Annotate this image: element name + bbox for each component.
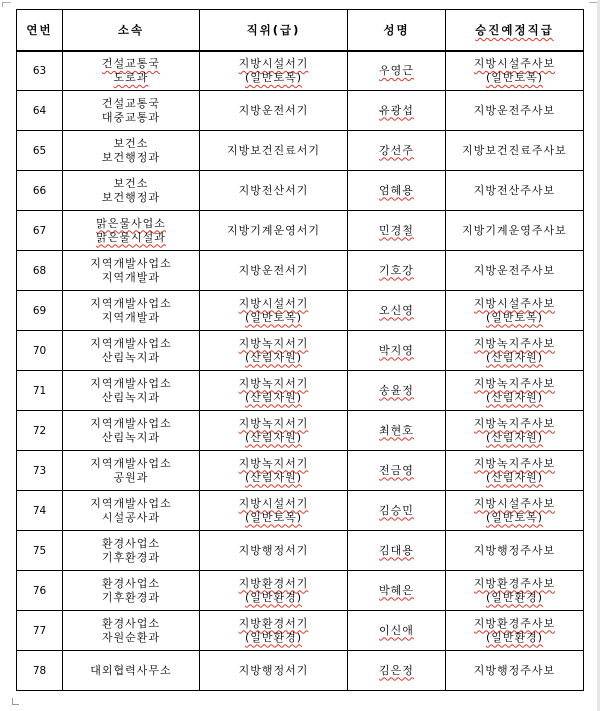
row-number	[17, 531, 63, 571]
department-cell-line: 대중교통과	[101, 110, 161, 124]
position-cell	[200, 371, 348, 411]
position-cell	[200, 211, 348, 251]
position-cell-line: 지방녹지서기	[238, 416, 309, 430]
row-number	[17, 571, 63, 611]
row-number	[17, 411, 63, 451]
promotion-grade-cell-line: (일반토목)	[485, 510, 544, 524]
row-number	[17, 171, 63, 211]
row-number	[17, 251, 63, 291]
position-cell-line: (산림자원)	[244, 350, 303, 364]
department-cell-line: 맑은물사업소	[96, 216, 166, 230]
department-cell-line: 지역개발사업소	[90, 296, 172, 310]
position-cell-line: (산림자원)	[244, 470, 303, 484]
name-cell-text: 강선주	[379, 143, 414, 157]
name-cell-text: 최현호	[379, 423, 414, 437]
promotion-grade-cell	[446, 51, 584, 91]
position-cell-line: 지방보건진료서기	[226, 143, 320, 157]
promotion-grade-cell	[446, 531, 584, 571]
promotion-grade-cell-line: 지방기계운영주사보	[462, 223, 567, 237]
name-cell-text: 송윤정	[379, 383, 414, 397]
promotion-grade-cell-line: (일반토목)	[485, 310, 544, 324]
name-cell	[348, 331, 446, 371]
table-row	[17, 411, 584, 451]
department-cell	[63, 251, 200, 291]
name-cell	[348, 131, 446, 171]
department-cell-line: 보건행정과	[101, 150, 161, 164]
header-number: 연번	[17, 10, 63, 51]
table-row	[17, 611, 584, 651]
row-number-text: 73	[32, 464, 47, 477]
name-cell	[348, 51, 446, 91]
table-row	[17, 491, 584, 531]
position-cell-line: (산림자원)	[244, 390, 303, 404]
position-cell	[200, 651, 348, 691]
row-number-text: 67	[32, 224, 47, 237]
department-cell	[63, 291, 200, 331]
table-row	[17, 51, 584, 91]
row-number	[17, 331, 63, 371]
position-cell	[200, 91, 348, 131]
department-cell	[63, 371, 200, 411]
name-cell	[348, 451, 446, 491]
row-number	[17, 371, 63, 411]
table-header-row	[17, 10, 584, 51]
department-cell	[63, 611, 200, 651]
promotion-grade-cell-line: 지방녹지주사보	[473, 336, 556, 350]
department-cell-line: 도로과	[113, 70, 149, 84]
department-cell-line: 환경사업소	[101, 536, 161, 550]
promotion-grade-cell-line: (일반토목)	[485, 70, 544, 84]
position-cell-line: 지방녹지서기	[238, 376, 309, 390]
department-cell	[63, 51, 200, 91]
promotion-grade-cell-line: 지방행정주사보	[473, 543, 556, 557]
department-cell-line: 기후환경과	[101, 550, 161, 564]
promotion-grade-cell-line: 지방시설주사보	[473, 496, 556, 510]
promotion-grade-cell-line: (일반환경)	[485, 630, 544, 644]
promotion-grade-cell-line: (산림자원)	[485, 470, 544, 484]
department-cell-line: 맑은물시설과	[96, 230, 166, 244]
row-number	[17, 211, 63, 251]
table-row	[17, 211, 584, 251]
row-number-text: 66	[32, 184, 47, 197]
department-cell	[63, 411, 200, 451]
department-cell	[63, 571, 200, 611]
name-cell	[348, 251, 446, 291]
row-number	[17, 291, 63, 331]
position-cell-line: 지방시설서기	[238, 296, 309, 310]
row-number-text: 78	[32, 664, 47, 677]
name-cell	[348, 611, 446, 651]
header-promotion-grade-text: 승진예정직급	[475, 22, 554, 37]
row-number-text: 69	[32, 304, 47, 317]
promotion-roster-table	[16, 9, 584, 691]
position-cell	[200, 251, 348, 291]
row-number-text: 64	[32, 104, 47, 117]
table-row	[17, 171, 584, 211]
position-cell	[200, 51, 348, 91]
position-cell-line: (산림자원)	[244, 430, 303, 444]
table-row	[17, 451, 584, 491]
table-row	[17, 131, 584, 171]
position-cell-line: 지방운전서기	[238, 263, 309, 277]
table-row	[17, 251, 584, 291]
page-margin-mark	[12, 698, 19, 705]
table-row	[17, 91, 584, 131]
name-cell-text: 김승민	[379, 503, 414, 517]
header-promotion-grade	[446, 10, 584, 51]
position-cell-line: 지방시설서기	[238, 496, 309, 510]
promotion-grade-cell	[446, 651, 584, 691]
department-cell-line: 보건소	[113, 136, 149, 150]
department-cell-line: 환경사업소	[101, 616, 161, 630]
promotion-grade-cell	[446, 371, 584, 411]
department-cell-line: 산림녹지과	[101, 390, 161, 404]
name-cell-text: 김대용	[379, 543, 414, 557]
position-cell	[200, 131, 348, 171]
promotion-grade-cell	[446, 171, 584, 211]
position-cell-line: (일반환경)	[244, 590, 303, 604]
promotion-grade-cell-line: 지방환경주사보	[473, 616, 556, 630]
promotion-grade-cell	[446, 331, 584, 371]
department-cell-line: 지역개발사업소	[90, 336, 172, 350]
position-cell	[200, 291, 348, 331]
name-cell-text: 박혜은	[379, 583, 414, 597]
department-cell	[63, 531, 200, 571]
department-cell-line: 산림녹지과	[101, 350, 161, 364]
name-cell-text: 우영근	[379, 63, 414, 77]
name-cell	[348, 651, 446, 691]
row-number-text: 76	[32, 584, 47, 597]
department-cell-line: 기후환경과	[101, 590, 161, 604]
position-cell	[200, 571, 348, 611]
promotion-grade-cell-line: 지방녹지주사보	[473, 456, 556, 470]
promotion-grade-cell-line: 지방운전주사보	[473, 263, 556, 277]
promotion-grade-cell-line: (산림자원)	[485, 350, 544, 364]
position-cell-line: 지방환경서기	[238, 616, 309, 630]
promotion-grade-cell	[446, 451, 584, 491]
promotion-grade-cell-line: 지방시설주사보	[473, 296, 556, 310]
promotion-grade-cell	[446, 251, 584, 291]
name-cell-text: 이신애	[379, 623, 414, 637]
position-cell-line: 지방시설서기	[238, 56, 309, 70]
promotion-grade-cell-line: 지방운전주사보	[473, 103, 556, 117]
department-cell-line: 지역개발사업소	[90, 256, 172, 270]
name-cell	[348, 91, 446, 131]
row-number-text: 70	[32, 344, 47, 357]
position-cell-line: 지방행정서기	[238, 663, 309, 677]
department-cell	[63, 171, 200, 211]
promotion-grade-cell	[446, 611, 584, 651]
name-cell-text: 오신영	[379, 303, 414, 317]
name-cell	[348, 571, 446, 611]
row-number	[17, 451, 63, 491]
promotion-grade-cell-line: (산림자원)	[485, 430, 544, 444]
promotion-grade-cell-line: 지방환경주사보	[473, 576, 556, 590]
position-cell-line: 지방운전서기	[238, 103, 309, 117]
page-corner-mark-left	[2, 2, 11, 7]
table-body	[17, 51, 584, 691]
department-cell-line: 자원순환과	[101, 630, 161, 644]
department-cell-line: 건설교통국	[101, 56, 161, 70]
promotion-grade-cell-line: 지방행정주사보	[473, 663, 556, 677]
position-cell-line: 지방녹지서기	[238, 456, 309, 470]
row-number-text: 74	[32, 504, 47, 517]
name-cell-text: 엄혜용	[379, 183, 414, 197]
promotion-grade-cell	[446, 411, 584, 451]
promotion-grade-cell	[446, 211, 584, 251]
name-cell-text: 민경철	[379, 223, 414, 237]
page-top-edge	[0, 0, 600, 6]
department-cell-line: 보건소	[113, 176, 149, 190]
name-cell	[348, 411, 446, 451]
name-cell-text: 김은정	[379, 663, 414, 677]
promotion-grade-cell	[446, 291, 584, 331]
department-cell	[63, 131, 200, 171]
position-cell	[200, 171, 348, 211]
promotion-grade-cell	[446, 91, 584, 131]
row-number-text: 63	[32, 64, 47, 77]
position-cell-line: 지방녹지서기	[238, 336, 309, 350]
row-number	[17, 51, 63, 91]
department-cell-line: 지역개발과	[101, 270, 161, 284]
row-number	[17, 491, 63, 531]
row-number-text: 72	[32, 424, 47, 437]
header-name: 성명	[348, 10, 446, 51]
department-cell-line: 지역개발사업소	[90, 456, 172, 470]
row-number	[17, 131, 63, 171]
promotion-grade-cell	[446, 131, 584, 171]
name-cell-text: 유광섭	[379, 103, 414, 117]
position-cell-line: (일반토목)	[244, 70, 303, 84]
promotion-grade-cell-line: 지방보건진료주사보	[462, 143, 567, 157]
name-cell-text: 박지영	[379, 343, 414, 357]
name-cell	[348, 371, 446, 411]
department-cell-line: 지역개발사업소	[90, 416, 172, 430]
promotion-grade-cell-line: (산림자원)	[485, 390, 544, 404]
position-cell-line: 지방전산서기	[238, 183, 309, 197]
table-row	[17, 571, 584, 611]
row-number-text: 77	[32, 624, 47, 637]
promotion-grade-cell	[446, 491, 584, 531]
department-cell	[63, 211, 200, 251]
department-cell-line: 지역개발사업소	[90, 376, 172, 390]
department-cell	[63, 651, 200, 691]
promotion-grade-cell-line: 지방전산주사보	[473, 183, 556, 197]
position-cell-line: 지방기계운영서기	[226, 223, 320, 237]
position-cell	[200, 451, 348, 491]
promotion-grade-cell-line: 지방녹지주사보	[473, 376, 556, 390]
department-cell-line: 지역개발사업소	[90, 496, 172, 510]
name-cell	[348, 531, 446, 571]
department-cell	[63, 91, 200, 131]
position-cell	[200, 531, 348, 571]
department-cell-line: 지역개발과	[101, 310, 161, 324]
row-number-text: 65	[32, 144, 47, 157]
position-cell-line: 지방환경서기	[238, 576, 309, 590]
name-cell	[348, 171, 446, 211]
department-cell-line: 시설공사과	[101, 510, 161, 524]
promotion-grade-cell-line: (일반환경)	[485, 590, 544, 604]
position-cell-line: (일반환경)	[244, 630, 303, 644]
table-row	[17, 651, 584, 691]
row-number-text: 71	[32, 384, 47, 397]
header-department: 소속	[63, 10, 200, 51]
name-cell	[348, 491, 446, 531]
table-row	[17, 371, 584, 411]
department-cell-line: 건설교통국	[101, 96, 161, 110]
row-number-text: 75	[32, 544, 47, 557]
department-cell-line: 공원과	[113, 470, 149, 484]
row-number-text: 68	[32, 264, 47, 277]
row-number	[17, 611, 63, 651]
promotion-grade-cell-line: 지방녹지주사보	[473, 416, 556, 430]
department-cell	[63, 451, 200, 491]
position-cell	[200, 611, 348, 651]
position-cell	[200, 331, 348, 371]
promotion-grade-cell-line: 지방시설주사보	[473, 56, 556, 70]
department-cell-line: 대외협력사무소	[90, 663, 172, 677]
promotion-grade-cell	[446, 571, 584, 611]
department-cell-line: 보건행정과	[101, 190, 161, 204]
position-cell-line: (일반토목)	[244, 310, 303, 324]
position-cell-line: (일반토목)	[244, 510, 303, 524]
name-cell-text: 기호강	[379, 263, 414, 277]
row-number	[17, 91, 63, 131]
position-cell-line: 지방행정서기	[238, 543, 309, 557]
name-cell-text: 전금영	[379, 463, 414, 477]
department-cell-line: 산림녹지과	[101, 430, 161, 444]
name-cell	[348, 211, 446, 251]
department-cell	[63, 491, 200, 531]
header-position: 직위(급)	[200, 10, 348, 51]
position-cell	[200, 491, 348, 531]
row-number	[17, 651, 63, 691]
department-cell	[63, 331, 200, 371]
table-row	[17, 291, 584, 331]
table-row	[17, 331, 584, 371]
table-row	[17, 531, 584, 571]
name-cell	[348, 291, 446, 331]
department-cell-line: 환경사업소	[101, 576, 161, 590]
position-cell	[200, 411, 348, 451]
